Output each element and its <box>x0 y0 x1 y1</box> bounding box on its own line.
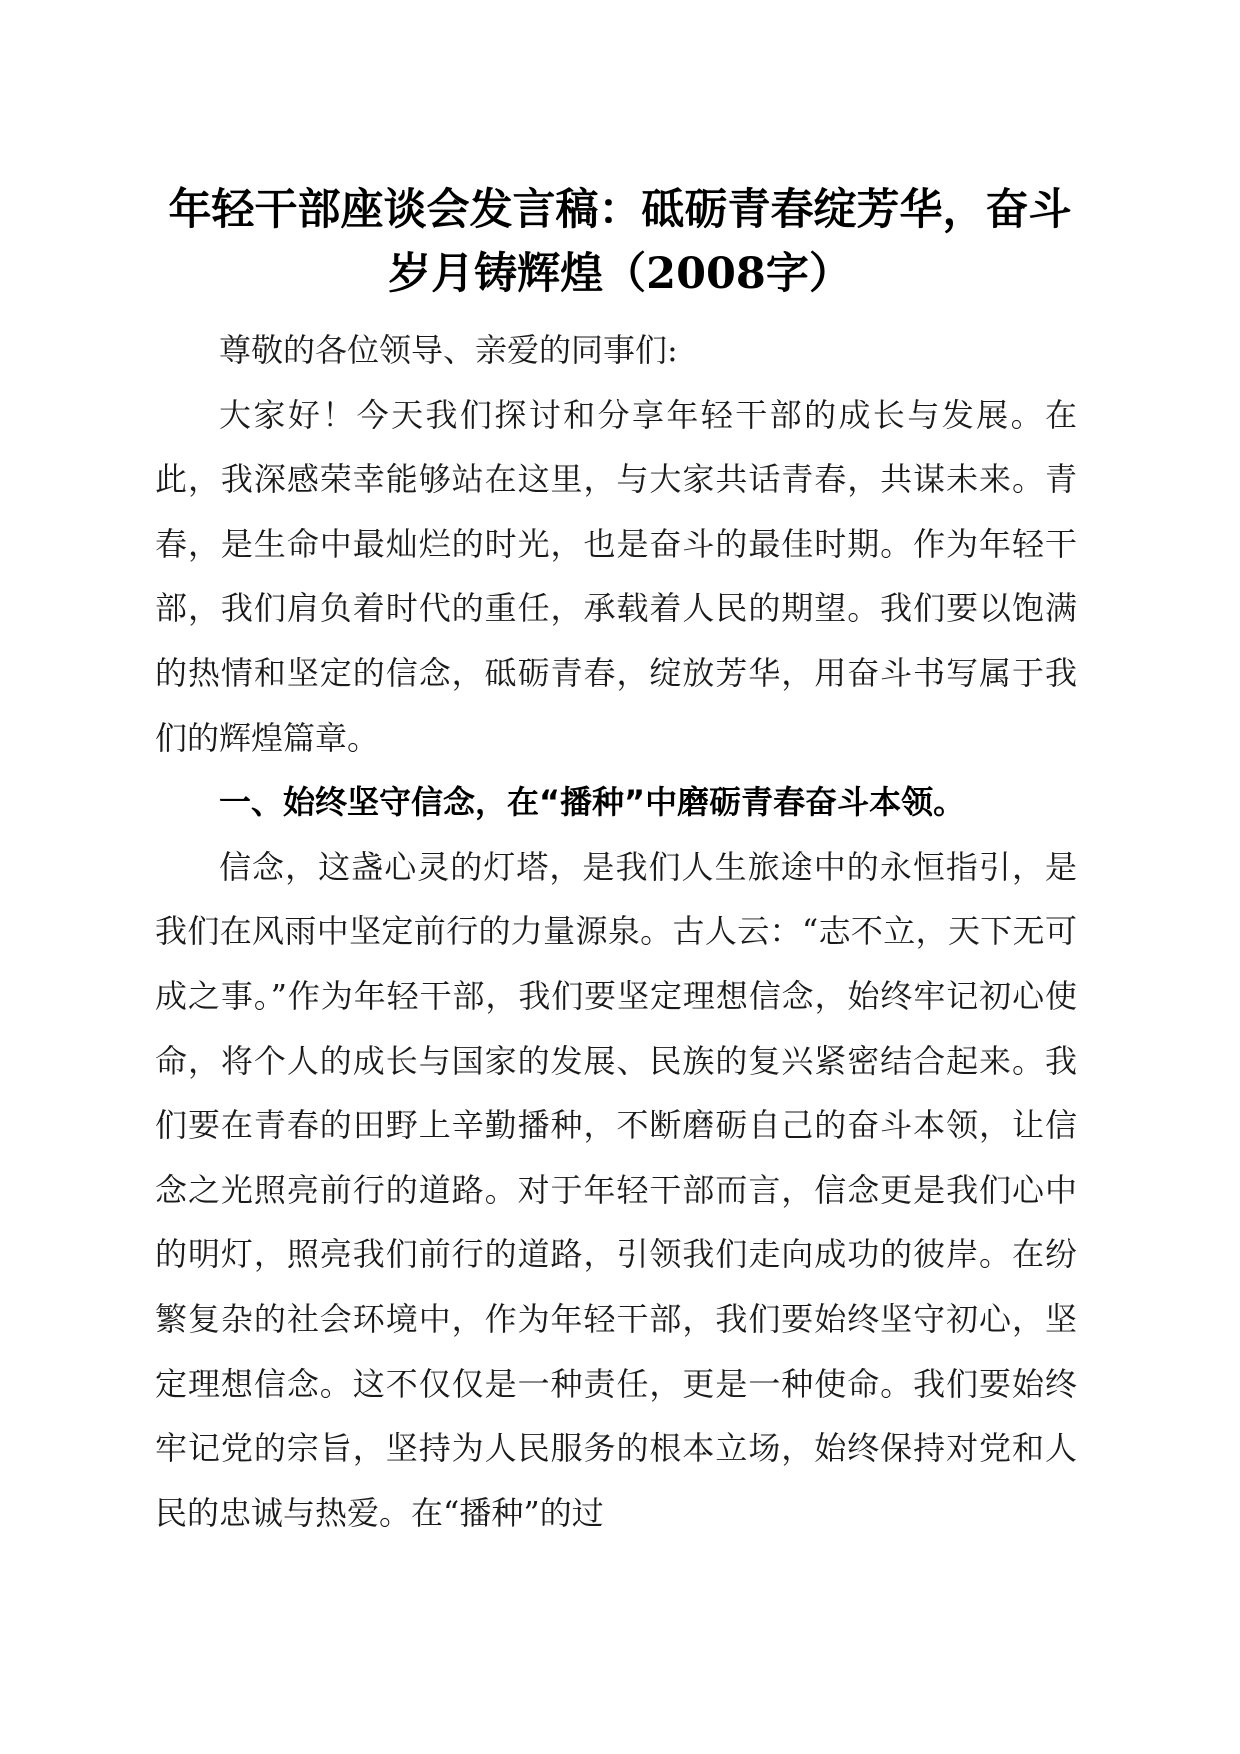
greeting-line: 尊敬的各位领导、亲爱的同事们: <box>219 331 678 369</box>
intro-paragraph: 大家好！今天我们探讨和分享年轻干部的成长与发展。在此，我深感荣幸能够站在这里，与大家共话青春，共谋未来。青春，是生命中最灿烂的时光，也是奋斗的最佳时期。作为年轻干部，我们肩负着时代的重任，承载着人民的期望。我们要以饱满的热情和坚定的信念，砥砺青春，绽放芳华，用奋斗书写属于我们的辉煌篇章。 <box>155 395 1077 757</box>
section-paragraph: 信念，这盏心灵的灯塔，是我们人生旅途中的永恒指引，是我们在风雨中坚定前行的力量源泉。古人云：“志不立，天下无可成之事。”作为年轻干部，我们要坚定理想信念，始终牢记初心使命，将个人的成长与国家的发展、民族的复兴紧密结合起来。我们要在青春的田野上辛勤播种，不断磨砺自己的奋斗本领，让信念之光照亮前行的道路。对于年轻干部而言，信念更是我们心中的明灯，照亮我们前行的道路，引领我们走向成功的彼岸。在纷繁复杂的社会环境中，作为年轻干部，我们要始终坚守初心，坚定理想信念。这不仅仅是一种责任，更是一种使命。我们要始终牢记党的宗旨，坚持为人民服务的根本立场，始终保持对党和人民的忠诚与热爱。在“播种”的过 <box>155 847 1077 1532</box>
section-heading: 一、始终坚守信念，在“播种”中磨砺青春奋斗本领。 <box>219 783 966 822</box>
document-title: 年轻干部座谈会发言稿：砥砺青春绽芳华，奋斗岁月铸辉煌（2008字） <box>168 185 1072 299</box>
document-body <box>155 318 1077 1545</box>
